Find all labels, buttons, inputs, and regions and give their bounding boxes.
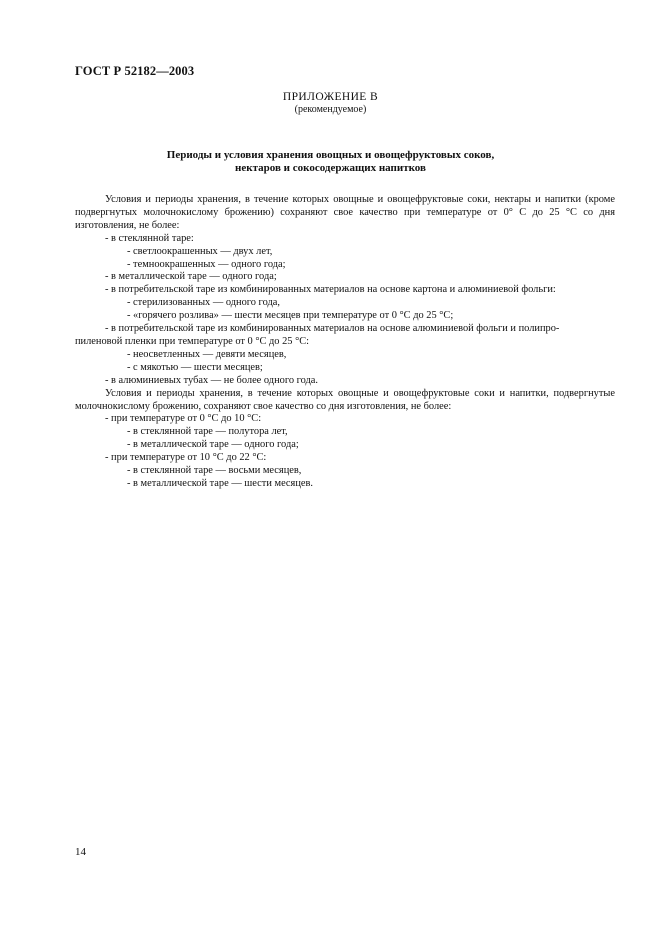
list-item: - светлоокрашенных — двух лет, xyxy=(127,245,273,257)
standard-header: ГОСТ Р 52182—2003 xyxy=(75,64,195,78)
list-item-continuation: пиленовой пленки при температуре от 0 °С до 25 °С: xyxy=(75,335,310,347)
section-title-line-2: нектаров и сокосодержащих напитков xyxy=(235,162,426,174)
list-item: - в потребительской таре из комбинированных материалов на основе картона и алюминиевой фольги: xyxy=(105,284,556,296)
appendix-title: ПРИЛОЖЕНИЕ В xyxy=(282,91,379,103)
appendix-heading xyxy=(0,91,661,116)
list-item: - в стеклянной таре: xyxy=(105,232,194,244)
body-text xyxy=(75,194,615,491)
paragraph-fermented-conditions: Условия и периоды хранения, в течение которых овощные и овощефруктовые соки и напитки, подвергнутые молочнокислому брожению, сохраняют свое качество со дня изготовления, не более: xyxy=(75,387,615,412)
section-title xyxy=(0,149,661,175)
list-item: - стерилизованных — одного года, xyxy=(127,297,280,309)
list-item: - в стеклянной таре — восьми месяцев, xyxy=(127,465,302,477)
list-item: - неосветленных — девяти месяцев, xyxy=(127,348,287,360)
list-item: - в стеклянной таре — полутора лет, xyxy=(127,426,288,438)
list-item: - в металлической таре — одного года; xyxy=(105,271,277,283)
list-item: - при температуре от 0 °С до 10 °С: xyxy=(105,413,262,425)
list-item: - в потребительской таре из комбинированных материалов на основе алюминиевой фольги и полипро- xyxy=(105,323,560,335)
list-item: - с мякотью — шести месяцев; xyxy=(127,361,263,373)
list-item: - в алюминиевых тубах — не более одного года. xyxy=(105,374,319,386)
appendix-subtitle: (рекомендуемое) xyxy=(294,104,367,115)
list-item: - темноокрашенных — одного года; xyxy=(127,258,286,270)
page-number: 14 xyxy=(75,846,86,858)
list-item: - в металлической таре — одного года; xyxy=(127,439,299,451)
list-item: - «горячего розлива» — шести месяцев при температуре от 0 °С до 25 °С; xyxy=(127,310,454,322)
section-title-line-1: Периоды и условия хранения овощных и овощефруктовых соков, xyxy=(166,149,495,161)
paragraph-storage-conditions: Условия и периоды хранения, в течение которых овощные и овощефруктовые соки, нектары и напитки (кроме подвергнутых молочнокислому брожению) сохраняют свое качество при температуре от 0° С до 25 °С со дня изготовления, не более: xyxy=(75,194,615,231)
list-item: - в металлической таре — шести месяцев. xyxy=(127,477,314,489)
list-item: - при температуре от 10 °С до 22 °С: xyxy=(105,452,267,464)
